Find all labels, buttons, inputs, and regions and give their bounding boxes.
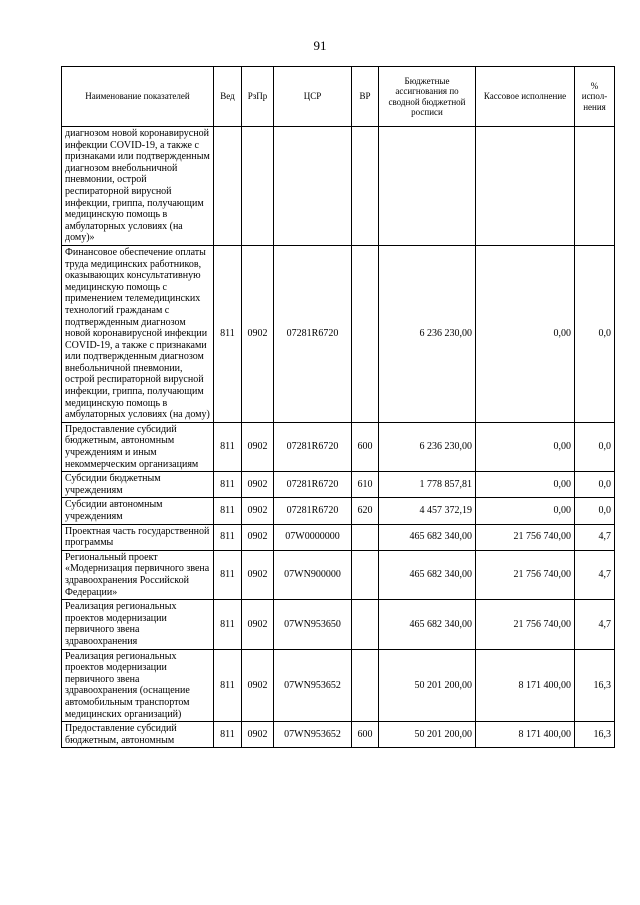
cell-ved: 811 bbox=[214, 600, 242, 649]
cell-budget: 465 682 340,00 bbox=[379, 550, 476, 599]
cell-name: Предоставление субсидий бюджетным, автономным учреждениям и иным некоммерческим организациям bbox=[62, 422, 214, 471]
cell-csr: 07WN953652 bbox=[274, 722, 352, 748]
table-row bbox=[62, 649, 615, 722]
cell-name: Проектная часть государственной программы bbox=[62, 524, 214, 550]
cell-name: диагнозом новой коронавирусной инфекции COVID-19, а также с признаками или подтвержденным диагнозом внебольничной пневмонии, острой респираторной вирусной инфекции, гриппа, получающим медицинскую помощь в амбулаторных условиях (на дому)» bbox=[62, 127, 214, 246]
cell-percent: 4,7 bbox=[575, 524, 615, 550]
cell-vr: 600 bbox=[352, 422, 379, 471]
cell-budget: 50 201 200,00 bbox=[379, 722, 476, 748]
cell-name: Предоставление субсидий бюджетным, автономным bbox=[62, 722, 214, 748]
cell-budget: 465 682 340,00 bbox=[379, 600, 476, 649]
cell-ved: 811 bbox=[214, 649, 242, 722]
cell-csr: 07WN900000 bbox=[274, 550, 352, 599]
budget-execution-table bbox=[61, 66, 615, 748]
cell-csr bbox=[274, 127, 352, 246]
cell-percent: 0,0 bbox=[575, 498, 615, 524]
cell-vr bbox=[352, 245, 379, 422]
cell-csr: 07281R6720 bbox=[274, 245, 352, 422]
cell-budget: 1 778 857,81 bbox=[379, 472, 476, 498]
cell-percent bbox=[575, 127, 615, 246]
cell-csr: 07281R6720 bbox=[274, 498, 352, 524]
cell-name: Реализация региональных проектов модернизации первичного звена здравоохранения bbox=[62, 600, 214, 649]
cell-rzpr: 0902 bbox=[242, 600, 274, 649]
cell-vr bbox=[352, 550, 379, 599]
cell-percent: 0,0 bbox=[575, 472, 615, 498]
cell-ved: 811 bbox=[214, 472, 242, 498]
cell-cash: 21 756 740,00 bbox=[476, 524, 575, 550]
cell-budget: 50 201 200,00 bbox=[379, 649, 476, 722]
cell-csr: 07WN953652 bbox=[274, 649, 352, 722]
cell-cash: 0,00 bbox=[476, 472, 575, 498]
cell-vr bbox=[352, 127, 379, 246]
cell-cash bbox=[476, 127, 575, 246]
cell-name: Региональный проект «Модернизация первичного звена здравоохранения Российской Федерации» bbox=[62, 550, 214, 599]
table-row bbox=[62, 498, 615, 524]
cell-percent: 16,3 bbox=[575, 649, 615, 722]
header-percent: % испол- нения bbox=[575, 67, 615, 127]
cell-csr: 07WN953650 bbox=[274, 600, 352, 649]
cell-budget: 6 236 230,00 bbox=[379, 422, 476, 471]
cell-ved: 811 bbox=[214, 550, 242, 599]
cell-budget: 465 682 340,00 bbox=[379, 524, 476, 550]
cell-cash: 21 756 740,00 bbox=[476, 600, 575, 649]
cell-cash: 21 756 740,00 bbox=[476, 550, 575, 599]
cell-budget: 4 457 372,19 bbox=[379, 498, 476, 524]
cell-rzpr: 0902 bbox=[242, 524, 274, 550]
cell-csr: 07281R6720 bbox=[274, 422, 352, 471]
cell-rzpr: 0902 bbox=[242, 550, 274, 599]
header-ved: Вед bbox=[214, 67, 242, 127]
cell-vr bbox=[352, 524, 379, 550]
table-row bbox=[62, 524, 615, 550]
header-csr: ЦСР bbox=[274, 67, 352, 127]
table-row bbox=[62, 472, 615, 498]
cell-vr: 600 bbox=[352, 722, 379, 748]
cell-rzpr: 0902 bbox=[242, 649, 274, 722]
cell-name: Реализация региональных проектов модернизации первичного звена здравоохранения (оснащение автомобильным транспортом медицинских организаций) bbox=[62, 649, 214, 722]
cell-name: Субсидии бюджетным учреждениям bbox=[62, 472, 214, 498]
cell-percent: 4,7 bbox=[575, 550, 615, 599]
cell-rzpr: 0902 bbox=[242, 498, 274, 524]
cell-percent: 4,7 bbox=[575, 600, 615, 649]
cell-vr: 620 bbox=[352, 498, 379, 524]
table-row bbox=[62, 550, 615, 599]
header-rzpr: РзПр bbox=[242, 67, 274, 127]
cell-ved bbox=[214, 127, 242, 246]
cell-ved: 811 bbox=[214, 498, 242, 524]
header-cash: Кассовое исполнение bbox=[476, 67, 575, 127]
cell-vr: 610 bbox=[352, 472, 379, 498]
table-row bbox=[62, 127, 615, 246]
cell-percent: 16,3 bbox=[575, 722, 615, 748]
cell-cash: 0,00 bbox=[476, 498, 575, 524]
cell-ved: 811 bbox=[214, 245, 242, 422]
cell-ved: 811 bbox=[214, 524, 242, 550]
table-row bbox=[62, 600, 615, 649]
cell-csr: 07W0000000 bbox=[274, 524, 352, 550]
cell-cash: 0,00 bbox=[476, 245, 575, 422]
cell-budget: 6 236 230,00 bbox=[379, 245, 476, 422]
cell-rzpr: 0902 bbox=[242, 245, 274, 422]
cell-percent: 0,0 bbox=[575, 422, 615, 471]
header-budget: Бюджетные ассигнования по сводной бюджетной росписи bbox=[379, 67, 476, 127]
cell-rzpr: 0902 bbox=[242, 722, 274, 748]
cell-ved: 811 bbox=[214, 722, 242, 748]
table-row bbox=[62, 422, 615, 471]
table-row bbox=[62, 722, 615, 748]
page-number: 91 bbox=[313, 38, 327, 53]
cell-cash: 8 171 400,00 bbox=[476, 722, 575, 748]
header-name: Наименование показателей bbox=[62, 67, 214, 127]
cell-rzpr bbox=[242, 127, 274, 246]
cell-rzpr: 0902 bbox=[242, 422, 274, 471]
table-header-row bbox=[62, 67, 615, 127]
cell-csr: 07281R6720 bbox=[274, 472, 352, 498]
cell-cash: 8 171 400,00 bbox=[476, 649, 575, 722]
header-vr: ВР bbox=[352, 67, 379, 127]
cell-cash: 0,00 bbox=[476, 422, 575, 471]
cell-budget bbox=[379, 127, 476, 246]
cell-name: Субсидии автономным учреждениям bbox=[62, 498, 214, 524]
table-row bbox=[62, 245, 615, 422]
cell-name: Финансовое обеспечение оплаты труда медицинских работников, оказывающих консультативную медицинскую помощь с применением телемедицинских технологий гражданам с подтвержденным диагнозом новой коронавирусной инфекции COVID-19, а также с признаками или подтвержденным диагнозом внебольничной пневмонии, острой респираторной вирусной инфекции, гриппа, получающим медицинскую помощь в амбулаторных условиях (на дому) bbox=[62, 245, 214, 422]
cell-percent: 0,0 bbox=[575, 245, 615, 422]
cell-ved: 811 bbox=[214, 422, 242, 471]
cell-vr bbox=[352, 600, 379, 649]
cell-rzpr: 0902 bbox=[242, 472, 274, 498]
cell-vr bbox=[352, 649, 379, 722]
